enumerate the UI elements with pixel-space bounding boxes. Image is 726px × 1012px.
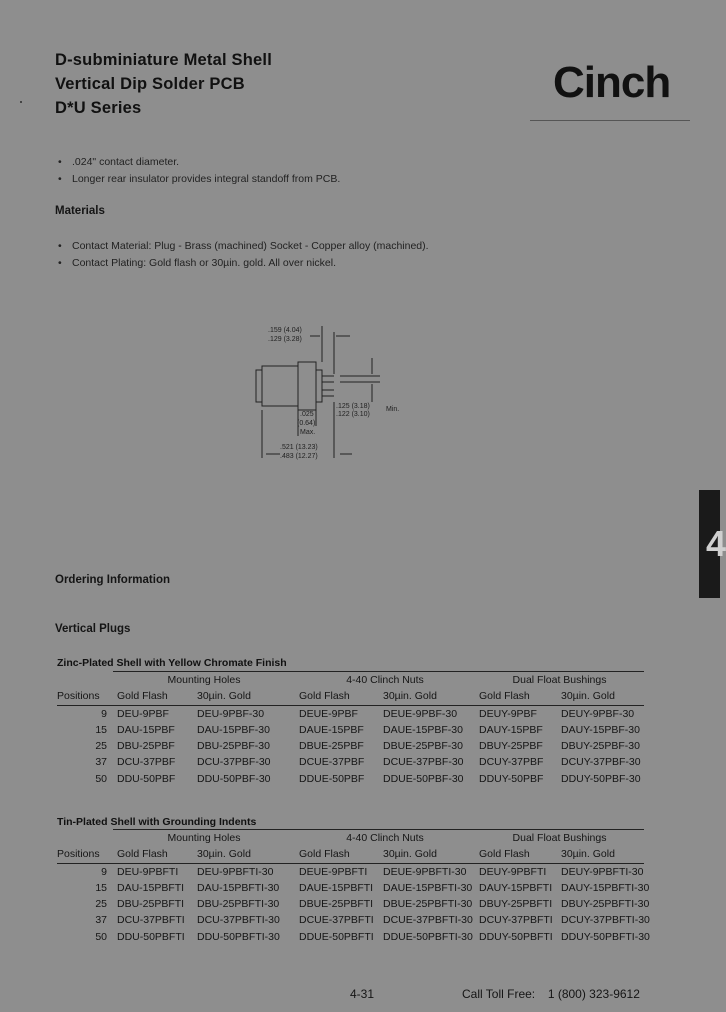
- part-number-cell: DDU-50PBFTI: [117, 930, 185, 943]
- part-number-cell: DEU-9PBF-30: [197, 707, 265, 720]
- feature-item: • .024" contact diameter.: [58, 156, 180, 168]
- dim-label: .122 (3.10): [336, 411, 370, 418]
- part-number-cell: DCUY-37PBFTI-30: [561, 914, 650, 927]
- part-number-cell: DBUY-25PBF-30: [561, 740, 640, 753]
- part-number-cell: DAU-15PBF: [117, 723, 175, 736]
- dim-label: .521 (13.23): [280, 444, 318, 451]
- table-row: [57, 896, 644, 912]
- ordering-table-zinc: [57, 671, 644, 787]
- part-number-cell: DDUE-50PBFTI-30: [383, 930, 473, 943]
- dim-label: .129 (3.28): [268, 336, 302, 343]
- part-number-cell: DBU-25PBFTI-30: [197, 898, 280, 911]
- position-cell: 50: [95, 772, 107, 785]
- part-number-cell: DBUE-25PBF: [299, 740, 364, 753]
- ordering-table-tin: [57, 829, 650, 945]
- table-row: [57, 863, 644, 880]
- shell-flange: [256, 370, 262, 402]
- part-number-cell: DAU-15PBF-30: [197, 723, 270, 736]
- part-number-cell: DDUE-50PBF: [299, 772, 365, 785]
- part-number-cell: DAUE-15PBFTI: [299, 881, 374, 894]
- part-number-cell: DEUY-9PBF: [479, 707, 537, 720]
- part-number-cell: DDU-50PBF-30: [197, 772, 271, 785]
- part-number-cell: DDUY-50PBF-30: [561, 772, 641, 785]
- position-cell: 25: [95, 898, 107, 911]
- position-cell: 15: [95, 881, 107, 894]
- part-number-cell: DEUE-9PBFTI: [299, 865, 368, 878]
- part-number-cell: DCU-37PBFTI: [117, 914, 185, 927]
- part-number-cell: DCUY-37PBF: [479, 756, 544, 769]
- part-number-cell: DBUE-25PBFTI-30: [383, 898, 473, 911]
- part-number-cell: DEU-9PBF: [117, 707, 169, 720]
- part-number-cell: DEUE-9PBF-30: [383, 707, 458, 720]
- part-number-cell: DEUY-9PBFTI: [479, 865, 547, 878]
- part-number-cell: DBU-25PBF-30: [197, 740, 270, 753]
- column-header: 30µin. Gold: [193, 846, 295, 863]
- part-number-cell: DBUY-25PBF: [479, 740, 543, 753]
- part-number-cell: DEUE-9PBF: [299, 707, 358, 720]
- column-header: Positions: [57, 846, 113, 863]
- table-row: [57, 705, 644, 722]
- part-number-cell: DCU-37PBF: [117, 756, 176, 769]
- column-header: Gold Flash: [475, 688, 557, 705]
- part-number-cell: DAU-15PBFTI: [117, 881, 185, 894]
- ordering-heading: Ordering Information: [55, 574, 170, 586]
- dim-label: Min.: [386, 406, 400, 413]
- logo-divider: [530, 120, 690, 121]
- part-number-cell: DBUY-25PBFTI-30: [561, 898, 650, 911]
- materials-item: • Contact Material: Plug - Brass (machined) Socket - Copper alloy (machined).: [58, 240, 429, 252]
- part-number-cell: DAUE-15PBFTI-30: [383, 881, 473, 894]
- column-header: 30µin. Gold: [379, 846, 475, 863]
- footer-contact: [462, 987, 640, 1001]
- part-number-cell: DAUE-15PBF: [299, 723, 364, 736]
- part-number-cell: DAUE-15PBF-30: [383, 723, 463, 736]
- table-row: [57, 771, 644, 787]
- part-number-cell: DDUY-50PBF: [479, 772, 544, 785]
- feature-list: [58, 154, 340, 188]
- part-number-cell: DAUY-15PBFTI: [479, 881, 553, 894]
- standoff: [316, 370, 322, 402]
- column-header: Gold Flash: [295, 688, 379, 705]
- column-header: 30µin. Gold: [193, 688, 295, 705]
- title-line-2: Vertical Dip Solder PCB: [55, 75, 245, 93]
- part-number-cell: DCUE-37PBF-30: [383, 756, 464, 769]
- table-row: [57, 754, 644, 770]
- part-number-cell: DEUY-9PBF-30: [561, 707, 635, 720]
- part-number-cell: DAUY-15PBF: [479, 723, 543, 736]
- part-number-cell: DDU-50PBFTI-30: [197, 930, 280, 943]
- part-number-cell: DBUY-25PBFTI: [479, 898, 553, 911]
- column-header: Gold Flash: [113, 846, 193, 863]
- part-number-cell: DDU-50PBF: [117, 772, 176, 785]
- dim-label: .125 (3.18): [336, 403, 370, 410]
- dim-label: (0.64): [297, 420, 316, 427]
- position-cell: 9: [101, 707, 107, 720]
- section-tab: 4: [699, 490, 720, 598]
- part-number-cell: DCUY-37PBFTI: [479, 914, 553, 927]
- group-header: Dual Float Bushings: [475, 830, 644, 847]
- part-number-cell: DAUY-15PBFTI-30: [561, 881, 650, 894]
- table-row: [57, 738, 644, 754]
- connector-drawing: [240, 318, 410, 468]
- position-cell: 50: [95, 930, 107, 943]
- title-line-1: D-subminiature Metal Shell: [55, 51, 272, 69]
- phone-number: 1 (800) 323-9612: [547, 987, 640, 1001]
- column-header: Gold Flash: [295, 846, 379, 863]
- column-header: 30µin. Gold: [557, 688, 644, 705]
- table-row: [57, 929, 644, 945]
- part-number-cell: DDUE-50PBF-30: [383, 772, 464, 785]
- dim-label: Max.: [300, 429, 316, 436]
- part-number-cell: DAU-15PBFTI-30: [197, 881, 280, 894]
- part-number-cell: DEU-9PBFTI: [117, 865, 179, 878]
- part-number-cell: DCUY-37PBF-30: [561, 756, 641, 769]
- position-cell: 37: [95, 914, 107, 927]
- column-header: 30µin. Gold: [379, 688, 475, 705]
- position-cell: 25: [95, 740, 107, 753]
- group-header: Dual Float Bushings: [475, 672, 644, 689]
- shell-body: [262, 366, 298, 406]
- materials-heading: Materials: [55, 205, 105, 217]
- dim-label: .159 (4.04): [268, 327, 302, 334]
- position-cell: 37: [95, 756, 107, 769]
- column-header: Positions: [57, 688, 113, 705]
- materials-list: [58, 238, 429, 272]
- part-number-cell: DBU-25PBF: [117, 740, 175, 753]
- part-number-cell: DCU-37PBFTI-30: [197, 914, 280, 927]
- toll-free-label: Call Toll Free:: [462, 987, 536, 1001]
- part-number-cell: DEUY-9PBFTI-30: [561, 865, 644, 878]
- part-number-cell: DCUE-37PBF: [299, 756, 365, 769]
- part-number-cell: DEUE-9PBFTI-30: [383, 865, 467, 878]
- feature-item: • Longer rear insulator provides integral standoff from PCB.: [58, 173, 341, 185]
- group-header: 4-40 Clinch Nuts: [295, 830, 475, 847]
- table-row: [57, 722, 644, 738]
- dim-label: .025: [300, 411, 314, 418]
- document-title: [55, 48, 272, 120]
- part-number-cell: DBUE-25PBFTI: [299, 898, 374, 911]
- group-header: Mounting Holes: [113, 672, 295, 689]
- materials-item: • Contact Plating: Gold flash or 30µin. gold. All over nickel.: [58, 257, 337, 269]
- brand-logo: Cinch: [553, 58, 671, 107]
- page-number: 4-31: [350, 987, 375, 1001]
- part-number-cell: DCUE-37PBFTI: [299, 914, 374, 927]
- part-number-cell: DAUY-15PBF-30: [561, 723, 640, 736]
- part-number-cell: DCUE-37PBFTI-30: [383, 914, 473, 927]
- rear-insulator: [298, 362, 316, 410]
- vertical-plugs-heading: Vertical Plugs: [55, 623, 131, 635]
- table-caption: Zinc-Plated Shell with Yellow Chromate Finish: [57, 657, 287, 669]
- table-caption: Tin-Plated Shell with Grounding Indents: [57, 816, 257, 828]
- position-cell: 9: [101, 865, 107, 878]
- part-number-cell: DDUY-50PBFTI: [479, 930, 553, 943]
- table-row: [57, 912, 644, 928]
- scan-speck: [20, 101, 22, 103]
- dim-label: .483 (12.27): [280, 453, 318, 460]
- group-header: 4-40 Clinch Nuts: [295, 672, 475, 689]
- part-number-cell: DDUY-50PBFTI-30: [561, 930, 650, 943]
- group-header: Mounting Holes: [113, 830, 295, 847]
- part-number-cell: DBUE-25PBF-30: [383, 740, 463, 753]
- part-number-cell: DBU-25PBFTI: [117, 898, 185, 911]
- column-header: 30µin. Gold: [557, 846, 644, 863]
- column-header: Gold Flash: [113, 688, 193, 705]
- title-line-3: D*U Series: [55, 99, 142, 117]
- part-number-cell: DDUE-50PBFTI: [299, 930, 374, 943]
- part-number-cell: DEU-9PBFTI-30: [197, 865, 274, 878]
- table-row: [57, 880, 644, 896]
- part-number-cell: DCU-37PBF-30: [197, 756, 271, 769]
- column-header: Gold Flash: [475, 846, 557, 863]
- position-cell: 15: [95, 723, 107, 736]
